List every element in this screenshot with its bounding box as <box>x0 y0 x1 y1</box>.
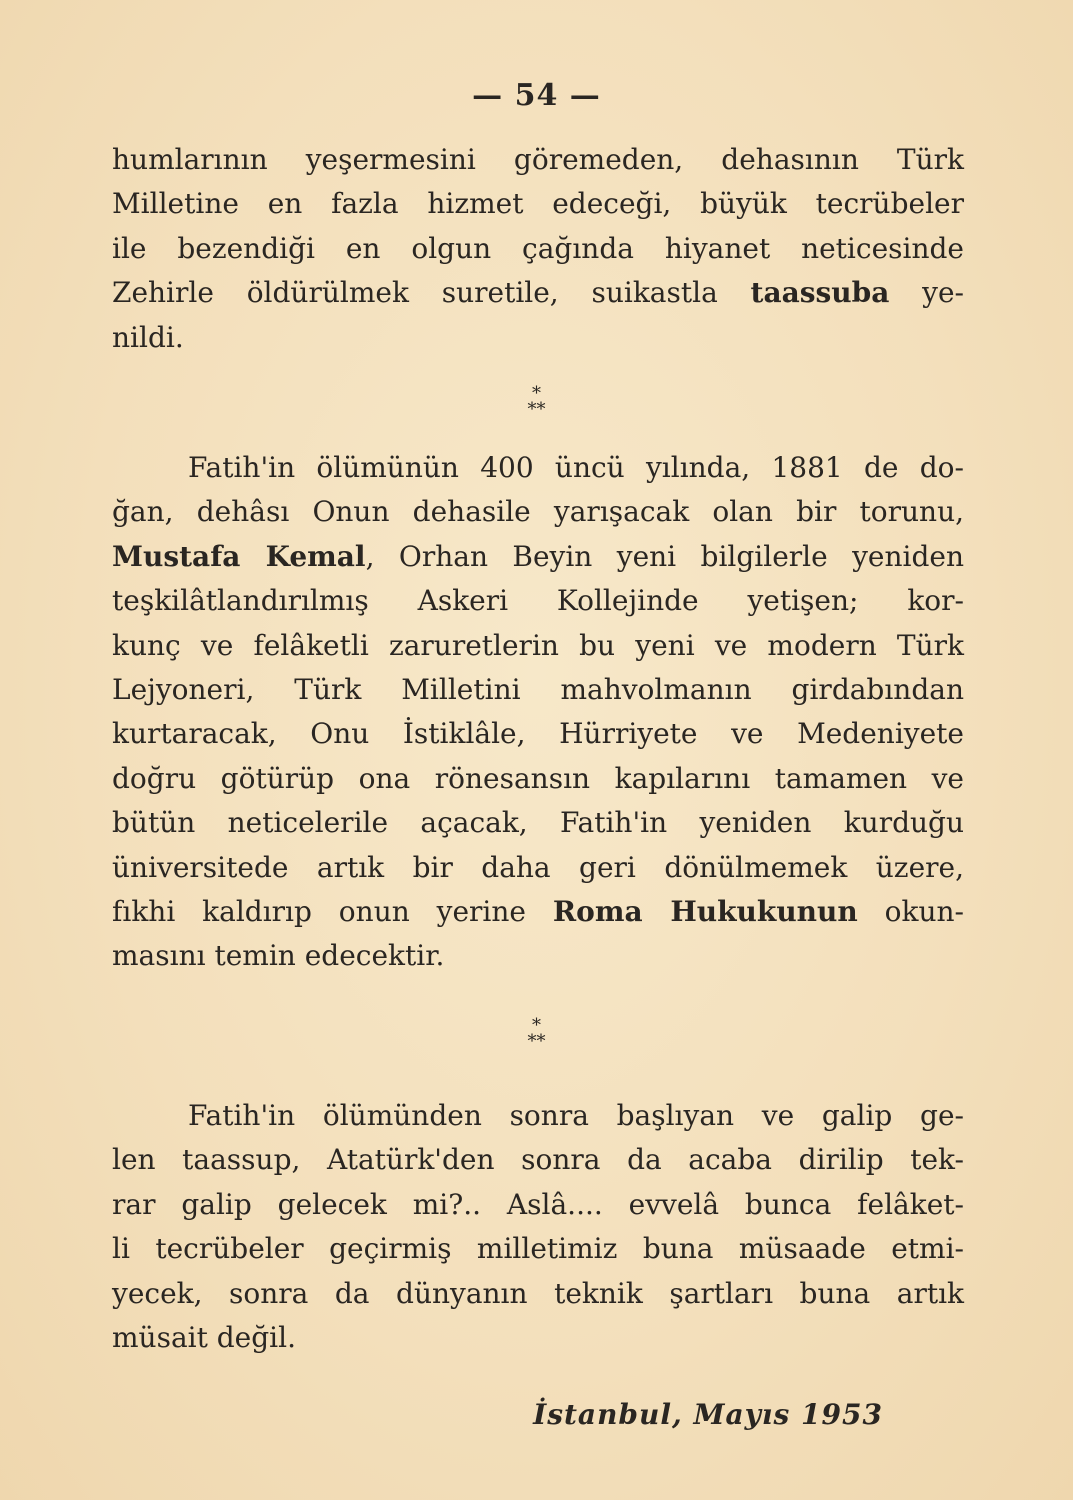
paragraph-2 <box>112 446 964 979</box>
paragraph-line: ile bezendiği en olgun çağında hiyanet neticesinde <box>112 231 964 265</box>
section-separator <box>0 383 1073 420</box>
bold-name: Mustafa Kemal <box>112 539 366 573</box>
bold-term: taassuba <box>750 276 890 310</box>
line-text: ye- <box>889 276 964 310</box>
paragraph-line: humlarının yeşermesini göremeden, dehasının Türk <box>112 143 964 176</box>
paragraph-1 <box>112 138 964 360</box>
paragraph-line: kurtaracak, Onu İstiklâle, Hürriyete ve Medeniyete <box>112 717 964 751</box>
paragraph-line: doğru götürüp ona rönesansın kapılarını tamamen ve <box>112 761 964 795</box>
paragraph-line: bütün neticelerile açacak, Fatih'in yeniden kurduğu <box>112 806 964 840</box>
line-text: okun- <box>857 894 964 928</box>
paragraph-line: ğan, dehâsı Onun dehasile yarışacak olan bir torunu, <box>112 495 964 529</box>
paragraph-line: Lejyoneri, Türk Milletini mahvolmanın girdabından <box>112 672 964 706</box>
paragraph-line: Fatih'in ölümünden sonra başlıyan ve galip ge- <box>188 1099 964 1132</box>
paragraph-line: len taassup, Atatürk'den sonra da acaba dirilip tek- <box>112 1143 964 1177</box>
paragraph-line <box>112 271 964 315</box>
separator-bottom: ** <box>527 399 546 420</box>
paragraph-line: li tecrübeler geçirmiş milletimiz buna müsaade etmi- <box>112 1232 964 1266</box>
paragraph-line: Fatih'in ölümünün 400 üncü yılında, 1881 de do- <box>188 451 964 484</box>
paragraph-line: üniversitede artık bir daha geri dönülmemek üzere, <box>112 850 964 884</box>
line-text: , Orhan Beyin yeni bilgilerle yeniden <box>365 539 964 573</box>
paragraph-line: yecek, sonra da dünyanın teknik şartları buna artık <box>112 1276 964 1310</box>
paragraph-line: teşkilâtlandırılmış Askeri Kollejinde yetişen; kor- <box>112 584 964 618</box>
paragraph-line: kunç ve felâketli zaruretlerin bu yeni ve modern Türk <box>112 628 964 662</box>
paragraph-line <box>112 535 964 579</box>
paragraph-line <box>112 890 964 934</box>
line-text: Zehirle öldürülmek suretile, suikastla <box>112 276 751 310</box>
place-date-signature: İstanbul, Mayıs 1953 <box>533 1398 883 1431</box>
paragraph-line: Milletine en fazla hizmet edeceği, büyük tecrübeler <box>112 187 964 221</box>
paragraph-line: masını temin edecektir. <box>112 939 445 973</box>
paragraph-line: müsait değil. <box>112 1320 296 1354</box>
paragraph-line: nildi. <box>112 320 184 354</box>
separator-top: * <box>532 1015 541 1036</box>
bold-term: Roma Hukukunun <box>552 894 858 928</box>
section-separator <box>0 1015 1073 1052</box>
separator-top: * <box>532 383 541 404</box>
line-text: fıkhi kaldırıp onun yerine <box>112 894 553 928</box>
separator-bottom: ** <box>527 1031 546 1052</box>
paragraph-3 <box>112 1094 964 1360</box>
page-number: — 54 — <box>472 78 601 113</box>
paragraph-line: rar galip gelecek mi?.. Aslâ.... evvelâ bunca felâket- <box>112 1187 964 1221</box>
